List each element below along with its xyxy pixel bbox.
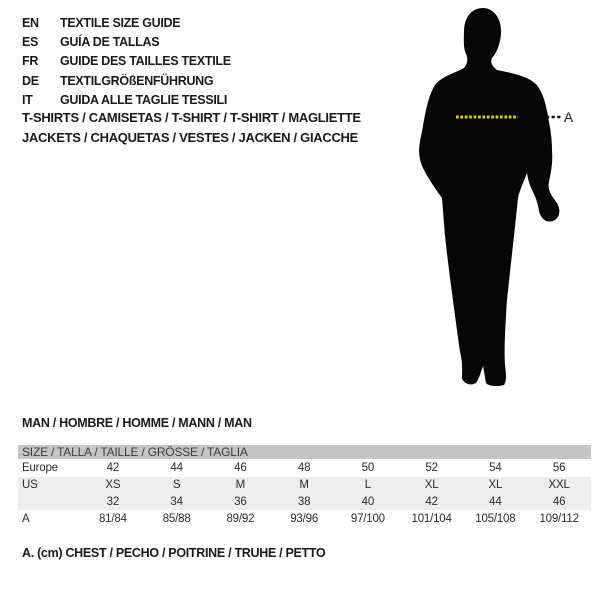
size-cell: XS — [81, 477, 145, 493]
size-cell: XL — [400, 477, 464, 493]
measure-label-a: A — [564, 110, 574, 125]
table-row-europe — [18, 459, 591, 477]
size-cell: 101/104 — [411, 512, 452, 525]
table-row-us — [18, 477, 591, 493]
language-code: EN — [22, 16, 39, 30]
size-cell: 46 — [527, 493, 591, 510]
size-cell: 85/88 — [162, 512, 191, 525]
size-cell: 36 — [209, 493, 273, 510]
size-cell: 109/112 — [539, 512, 579, 525]
size-cell: 44 — [464, 493, 528, 510]
man-silhouette — [419, 8, 559, 386]
language-row-fr — [22, 52, 231, 71]
language-code: DE — [22, 73, 39, 88]
size-cell: S — [145, 477, 209, 493]
language-code: IT — [22, 92, 33, 107]
row-label — [18, 493, 81, 510]
language-label: GUIDE DES TAILLES TEXTILE — [60, 54, 231, 69]
row-label: US — [18, 477, 81, 493]
language-row-es — [22, 33, 231, 52]
size-cell: 32 — [81, 493, 145, 510]
size-cell: 42 — [106, 462, 120, 474]
size-cell: XXL — [527, 477, 591, 493]
measurement-footnote: A. (cm) CHEST / PECHO / POITRINE / TRUHE / PETTO — [22, 546, 326, 560]
language-row-en — [22, 14, 231, 33]
section-title-man: MAN / HOMBRE / HOMME / MANN / MAN — [22, 416, 252, 430]
language-code: ES — [22, 35, 39, 50]
size-cell: 52 — [425, 462, 438, 474]
size-cell: 54 — [489, 462, 502, 474]
size-cell: 50 — [361, 462, 375, 474]
size-cell: L — [336, 477, 400, 493]
size-cell: 46 — [234, 462, 247, 474]
size-table-header-row — [18, 445, 591, 459]
language-label: GUIDA ALLE TAGLIE TESSILI — [60, 92, 228, 107]
size-cell: 34 — [145, 493, 209, 510]
size-cell: XL — [464, 477, 528, 493]
size-cell: 97/100 — [350, 512, 385, 525]
man-silhouette-figure — [400, 0, 600, 400]
product-categories — [22, 108, 361, 148]
row-label: Europe — [22, 462, 58, 474]
product-line-tshirts: T-SHIRTS / CAMISETAS / T-SHIRT / T-SHIRT / MAGLIETTE — [22, 110, 361, 125]
size-cell: 48 — [297, 462, 311, 474]
size-cell: 40 — [336, 493, 400, 510]
language-label: GUÍA DE TALLAS — [60, 35, 160, 50]
size-cell: 93/96 — [290, 512, 319, 525]
size-cell: M — [209, 477, 273, 493]
size-table-header: SIZE / TALLA / TAILLE / GRÖSSE / TAGLIA — [18, 445, 591, 459]
table-row-chest — [18, 510, 591, 527]
language-label: TEXTILE SIZE GUIDE — [60, 16, 181, 30]
row-label: A — [22, 512, 30, 525]
size-cell: M — [272, 477, 336, 493]
language-code: FR — [22, 54, 39, 69]
size-cell: 42 — [400, 493, 464, 510]
size-cell: 38 — [272, 493, 336, 510]
size-cell: 105/108 — [475, 512, 516, 525]
size-cell: 44 — [170, 462, 183, 474]
table-row-us-numeric — [18, 493, 591, 510]
product-line-jackets: JACKETS / CHAQUETAS / VESTES / JACKEN / GIACCHE — [22, 130, 358, 145]
size-cell: 56 — [552, 462, 566, 474]
size-cell: 89/92 — [226, 512, 255, 525]
size-cell: 81/84 — [98, 512, 127, 525]
language-row-de — [22, 72, 231, 91]
language-list — [22, 14, 231, 110]
language-label: TEXTILGRÖßENFÜHRUNG — [60, 73, 214, 88]
size-table — [18, 445, 591, 527]
